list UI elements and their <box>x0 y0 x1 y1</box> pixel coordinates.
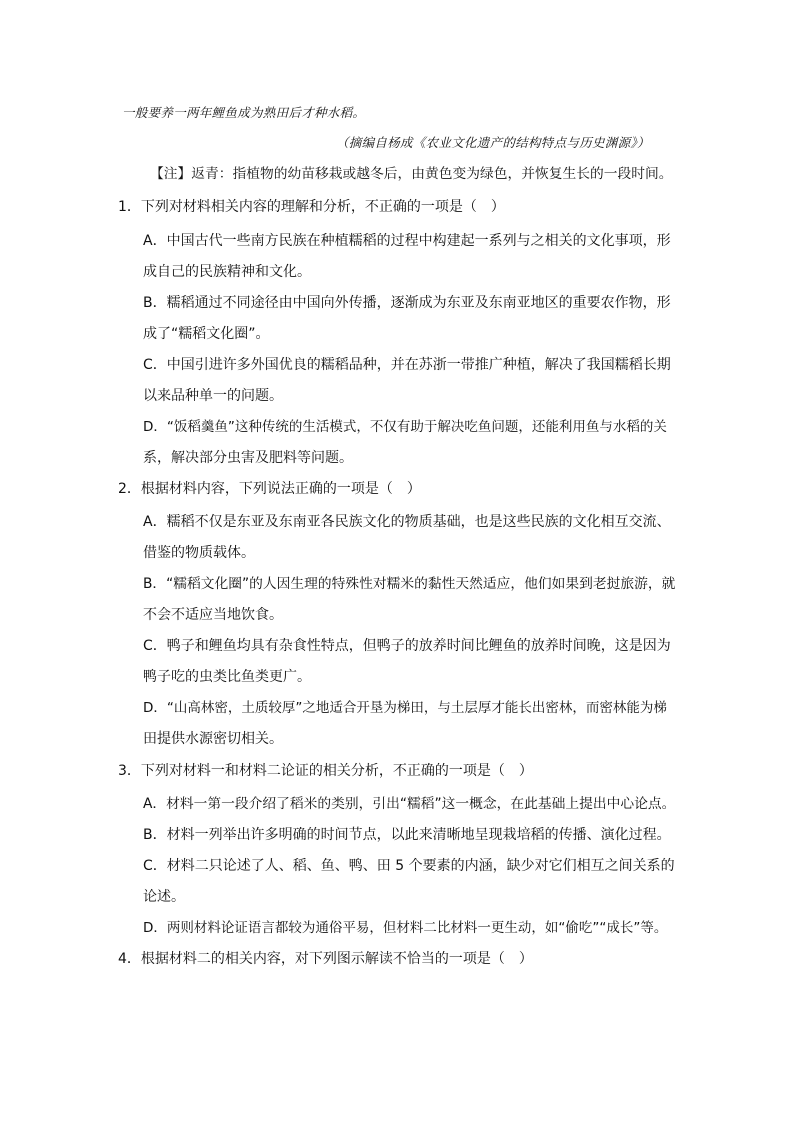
option-a: A．材料一第一段介绍了稻米的类别，引出“糯稻”这一概念，在此基础上提出中心论点。 <box>143 796 676 812</box>
option-a: A．糯稻不仅是东亚及东南亚各民族文化的物质基础，也是这些民族的文化相互交流、 <box>143 514 671 530</box>
question-stem: 4．根据材料二的相关内容，对下列图示解读不恰当的一项是（ ） <box>118 951 533 967</box>
passage-source: （摘编自杨成《农业文化遗产的结构特点与历史渊源》） <box>336 135 650 150</box>
option-b: B．糯稻通过不同途径由中国向外传播，逐渐成为东亚及东南亚地区的重要农作物，形 <box>143 295 671 311</box>
option-d: D．“饭稻羹鱼”这种传统的生活模式，不仅有助于解决吃鱼问题，还能利用鱼与水稻的关 <box>143 419 667 435</box>
option-c: C．中国引进许多外国优良的糯稻品种，并在苏浙一带推广种植，解决了我国糯稻长期 <box>143 357 671 373</box>
option-c-cont: 鸭子吃的虫类比鱼类更广。 <box>143 669 311 685</box>
question-stem: 1．下列对材料相关内容的理解和分析，不正确的一项是（ ） <box>118 199 505 215</box>
option-c-cont: 论述。 <box>143 889 185 905</box>
option-d: D．“山高林密，土质较厚”之地适合开垦为梯田，与土层厚才能长出密林，而密林能为梯 <box>143 700 667 716</box>
option-b-cont: 不会不适应当地饮食。 <box>143 607 283 623</box>
option-a-cont: 成自己的民族精神和文化。 <box>143 264 311 280</box>
option-b: B．“糯稻文化圈”的人因生理的特殊性对糯米的黏性天然适应，他们如果到老挝旅游，就 <box>143 576 676 592</box>
passage-note: 【注】返青：指植物的幼苗移栽或越冬后，由黄色变为绿色，并恢复生长的一段时间。 <box>150 166 673 182</box>
option-d: D．两则材料论证语言都较为通俗平易，但材料二比材料一更生动，如“偷吃”“成长”等。 <box>143 920 668 936</box>
option-c-cont: 以来品种单一的问题。 <box>143 388 283 404</box>
option-b-cont: 成了“糯稻文化圈”。 <box>143 326 270 342</box>
option-d-cont: 田提供水源密切相关。 <box>143 731 283 747</box>
option-d-cont: 系，解决部分虫害及肥料等问题。 <box>143 450 353 466</box>
option-c: C．材料二只论述了人、稻、鱼、鸭、田 5 个要素的内涵，缺少对它们相互之间关系的 <box>143 858 675 874</box>
passage-text-line: 一般要养一两年鲤鱼成为熟田后才种水稻。 <box>122 105 366 120</box>
question-stem: 3．下列对材料一和材料二论证的相关分析，不正确的一项是（ ） <box>118 763 533 779</box>
option-a-cont: 借鉴的物质载体。 <box>143 545 255 561</box>
option-a: A．中国古代一些南方民族在种植糯稻的过程中构建起一系列与之相关的文化事项，形 <box>143 233 671 249</box>
option-c: C．鸭子和鲤鱼均具有杂食性特点，但鸭子的放养时间比鲤鱼的放养时间晚，这是因为 <box>143 638 671 654</box>
question-stem: 2．根据材料内容，下列说法正确的一项是（ ） <box>118 481 421 497</box>
option-b: B．材料一列举出许多明确的时间节点，以此来清晰地呈现栽培稻的传播、演化过程。 <box>143 827 671 843</box>
